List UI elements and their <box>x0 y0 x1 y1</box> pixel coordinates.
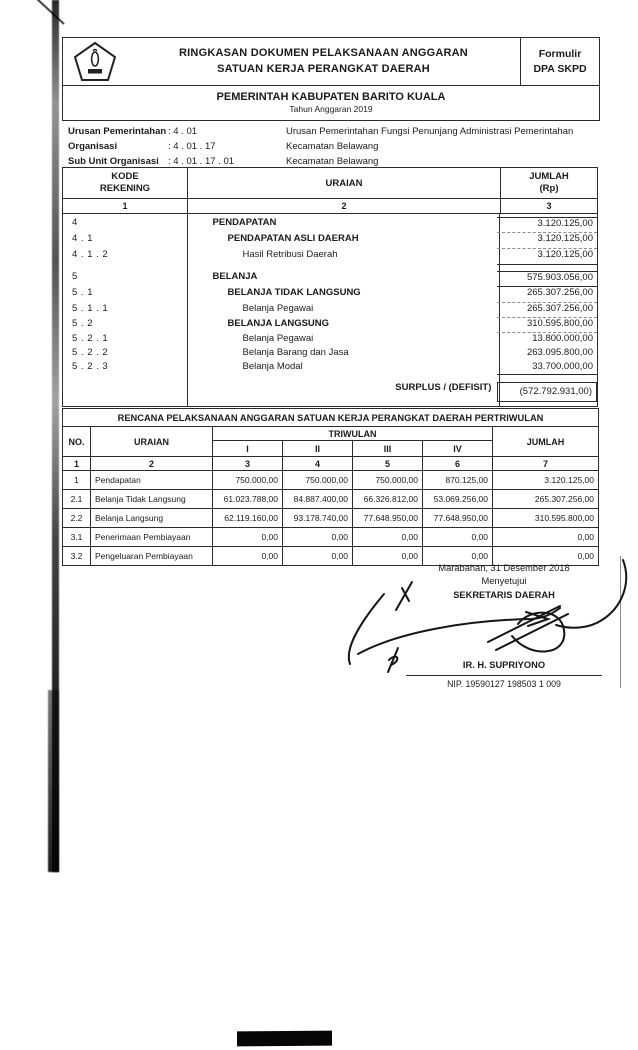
cell-q1: 62.119.160,00 <box>213 509 283 528</box>
header-jumlah-line1: JUMLAH <box>529 170 569 182</box>
cell-q2: 84.887.400,00 <box>283 490 353 509</box>
row-amount: 265.307.256,00 <box>497 287 597 303</box>
header-uraian: URAIAN <box>91 427 213 457</box>
signature-approval: Menyetujui <box>481 576 527 587</box>
scan-edge-streak-lower <box>48 690 59 872</box>
cell-no: 3.1 <box>63 528 91 547</box>
surplus-row <box>63 382 597 404</box>
cell-q4: 0,00 <box>423 547 493 566</box>
col-number: 1 <box>63 457 91 471</box>
header-jumlah: JUMLAH <box>493 427 599 457</box>
cell-q4: 870.125,00 <box>423 471 493 490</box>
row-code: 5 . 2 . 1 <box>72 333 109 344</box>
row-label: BELANJA TIDAK LANGSUNG <box>227 287 361 298</box>
cell-q2: 0,00 <box>283 528 353 547</box>
row-code: 5 . 2 . 2 <box>72 347 109 358</box>
header-quarter-1: I <box>213 441 283 457</box>
table-row <box>63 217 597 233</box>
form-type-line2: DPA SKPD <box>533 62 587 75</box>
regional-emblem-icon <box>63 38 127 85</box>
table-row <box>63 303 597 318</box>
cell-q1: 750.000,00 <box>213 471 283 490</box>
row-code: 5 . 2 <box>72 318 93 329</box>
row-amount: 265.307.256,00 <box>497 303 597 318</box>
cell-q3: 0,00 <box>353 547 423 566</box>
cell-jumlah: 0,00 <box>493 547 599 566</box>
table-row <box>63 509 599 528</box>
row-label: Hasil Retribusi Daerah <box>242 249 338 260</box>
cell-uraian: Belanja Langsung <box>91 509 213 528</box>
table-row <box>63 318 597 333</box>
cell-q2: 750.000,00 <box>283 471 353 490</box>
cell-q4: 53.069.256,00 <box>423 490 493 509</box>
table-row <box>63 333 597 347</box>
cell-q3: 66.326.812,00 <box>353 490 423 509</box>
government-header <box>62 84 600 121</box>
cell-q2: 0,00 <box>283 547 353 566</box>
cell-q2: 93.178.740,00 <box>283 509 353 528</box>
row-code: 4 . 1 . 2 <box>72 249 109 260</box>
header-quarter-3: III <box>353 441 423 457</box>
header-quarter-4: IV <box>423 441 493 457</box>
cell-q1: 61.023.788,00 <box>213 490 283 509</box>
col-number: 3 <box>213 457 283 471</box>
header-uraian-label: URAIAN <box>325 177 363 189</box>
col-number: 6 <box>423 457 493 471</box>
table-row <box>63 471 599 490</box>
row-label: PENDAPATAN <box>212 217 277 228</box>
header-kode-rekening <box>63 168 188 198</box>
cell-q1: 0,00 <box>213 547 283 566</box>
info-row-urusan <box>62 124 598 139</box>
table-row <box>63 528 599 547</box>
row-label: BELANJA LANGSUNG <box>227 318 330 329</box>
document-title-line1: RINGKASAN DOKUMEN PELAKSANAAN ANGGARAN <box>179 46 468 59</box>
cell-q3: 77.648.950,00 <box>353 509 423 528</box>
row-amount: 33.700.000,00 <box>497 361 597 375</box>
signature-role: SEKRETARIS DAERAH <box>453 589 555 600</box>
quarterly-plan-table <box>62 408 599 566</box>
col-number: 4 <box>283 457 353 471</box>
cell-jumlah: 310.595.800,00 <box>493 509 599 528</box>
cell-uraian: Belanja Tidak Langsung <box>91 490 213 509</box>
row-label: Belanja Pegawai <box>242 303 314 314</box>
table-row <box>63 271 597 287</box>
cell-no: 1 <box>63 471 91 490</box>
summary-table-header <box>63 168 597 199</box>
budget-summary-table <box>62 167 598 407</box>
row-amount: 3.120.125,00 <box>497 249 597 265</box>
summary-column-numbers <box>63 199 597 214</box>
header-kode-line2: REKENING <box>99 183 151 194</box>
scan-vertical-line <box>620 556 621 688</box>
row-amount: 3.120.125,00 <box>497 217 597 233</box>
signature-scribble <box>340 556 632 678</box>
info-code: : 4 . 01 . 17 <box>168 141 216 152</box>
row-label: Belanja Pegawai <box>242 333 314 344</box>
col-number: 2 <box>188 199 501 213</box>
cell-q4: 77.648.950,00 <box>423 509 493 528</box>
cell-q3: 750.000,00 <box>353 471 423 490</box>
table-row <box>63 490 599 509</box>
info-desc: Kecamatan Belawang <box>286 141 379 152</box>
row-code: 5 . 1 . 1 <box>72 303 109 314</box>
header-kode-line1: KODE <box>111 170 139 182</box>
cell-uraian: Penerimaan Pembiayaan <box>91 528 213 547</box>
government-name: PEMERINTAH KABUPATEN BARITO KUALA <box>216 90 446 103</box>
info-label: Organisasi <box>68 141 118 152</box>
cell-q1: 0,00 <box>213 528 283 547</box>
cell-jumlah: 265.307.256,00 <box>493 490 599 509</box>
info-desc: Kecamatan Belawang <box>286 156 379 167</box>
col-number: 5 <box>353 457 423 471</box>
row-amount: 575.903.056,00 <box>497 271 597 287</box>
col-number: 7 <box>493 457 599 471</box>
cell-uraian: Pendapatan <box>91 471 213 490</box>
col-number: 3 <box>546 201 552 211</box>
table-row <box>63 361 597 375</box>
row-code: 4 . 1 <box>72 233 93 244</box>
row-code: 4 <box>72 217 78 228</box>
document-title <box>127 38 520 85</box>
row-amount: 3.120.125,00 <box>497 233 597 249</box>
header-jumlah-line2: (Rp) <box>539 183 559 194</box>
form-type-box <box>520 38 599 85</box>
cell-no: 3.2 <box>63 547 91 566</box>
cell-jumlah: 3.120.125,00 <box>493 471 599 490</box>
row-amount: 263.095.800,00 <box>526 347 593 358</box>
cell-q4: 0,00 <box>423 528 493 547</box>
table-row <box>63 233 597 249</box>
row-code: 5 . 2 . 3 <box>72 361 109 372</box>
col-number: 1 <box>63 199 188 213</box>
document-title-line2: SATUAN KERJA PERANGKAT DAERAH <box>217 62 430 75</box>
table-row <box>63 347 597 361</box>
info-desc: Urusan Pemerintahan Fungsi Penunjang Administrasi Pemerintahan <box>286 126 574 137</box>
table-row <box>63 287 597 303</box>
fiscal-year: Tahun Anggaran 2019 <box>289 103 373 114</box>
cell-jumlah: 0,00 <box>493 528 599 547</box>
col-number: 2 <box>91 457 213 471</box>
surplus-value: (572.792.931,00) <box>497 382 597 402</box>
signature-nip: NIP. 19590127 198503 1 009 <box>447 678 561 689</box>
info-label: Urusan Pemerintahan <box>68 126 167 137</box>
header-uraian <box>188 168 501 198</box>
row-label: Belanja Modal <box>242 361 303 372</box>
row-label: Belanja Barang dan Jasa <box>242 347 349 358</box>
surplus-label: SURPLUS / (DEFISIT) <box>395 382 492 393</box>
row-code: 5 . 1 <box>72 287 93 298</box>
table-row <box>63 249 597 265</box>
form-header <box>62 37 600 86</box>
info-row-organisasi <box>62 139 598 154</box>
row-amount: 13.800.000,00 <box>532 333 593 344</box>
row-label: BELANJA <box>212 271 258 282</box>
scan-corner-mark <box>30 0 74 26</box>
cell-no: 2.2 <box>63 509 91 528</box>
row-code: 5 <box>72 271 78 282</box>
cell-q3: 0,00 <box>353 528 423 547</box>
header-triwulan: TRIWULAN <box>213 427 493 441</box>
header-no: NO. <box>63 427 91 457</box>
cell-uraian: Pengeluaran Pembiayaan <box>91 547 213 566</box>
quarterly-table-title: RENCANA PELAKSANAAN ANGGARAN SATUAN KERJA PERANGKAT DAERAH PERTRIWULAN <box>63 409 599 427</box>
info-code: : 4 . 01 <box>168 126 198 137</box>
row-amount: 310.595.800,00 <box>497 318 597 333</box>
header-quarter-2: II <box>283 441 353 457</box>
info-code: : 4 . 01 . 17 . 01 <box>168 156 235 167</box>
info-label: Sub Unit Organisasi <box>68 156 159 167</box>
signature-place-date: Marabahan, 31 Desember 2018 <box>438 563 570 573</box>
header-jumlah <box>501 168 597 198</box>
row-label: PENDAPATAN ASLI DAERAH <box>227 233 359 244</box>
scan-bottom-mark <box>237 1031 332 1047</box>
organization-info <box>62 124 598 169</box>
cell-no: 2.1 <box>63 490 91 509</box>
summary-table-body <box>63 214 597 406</box>
signature-name: IR. H. SUPRIYONO <box>462 660 546 671</box>
form-type-line1: Formulir <box>538 47 582 60</box>
